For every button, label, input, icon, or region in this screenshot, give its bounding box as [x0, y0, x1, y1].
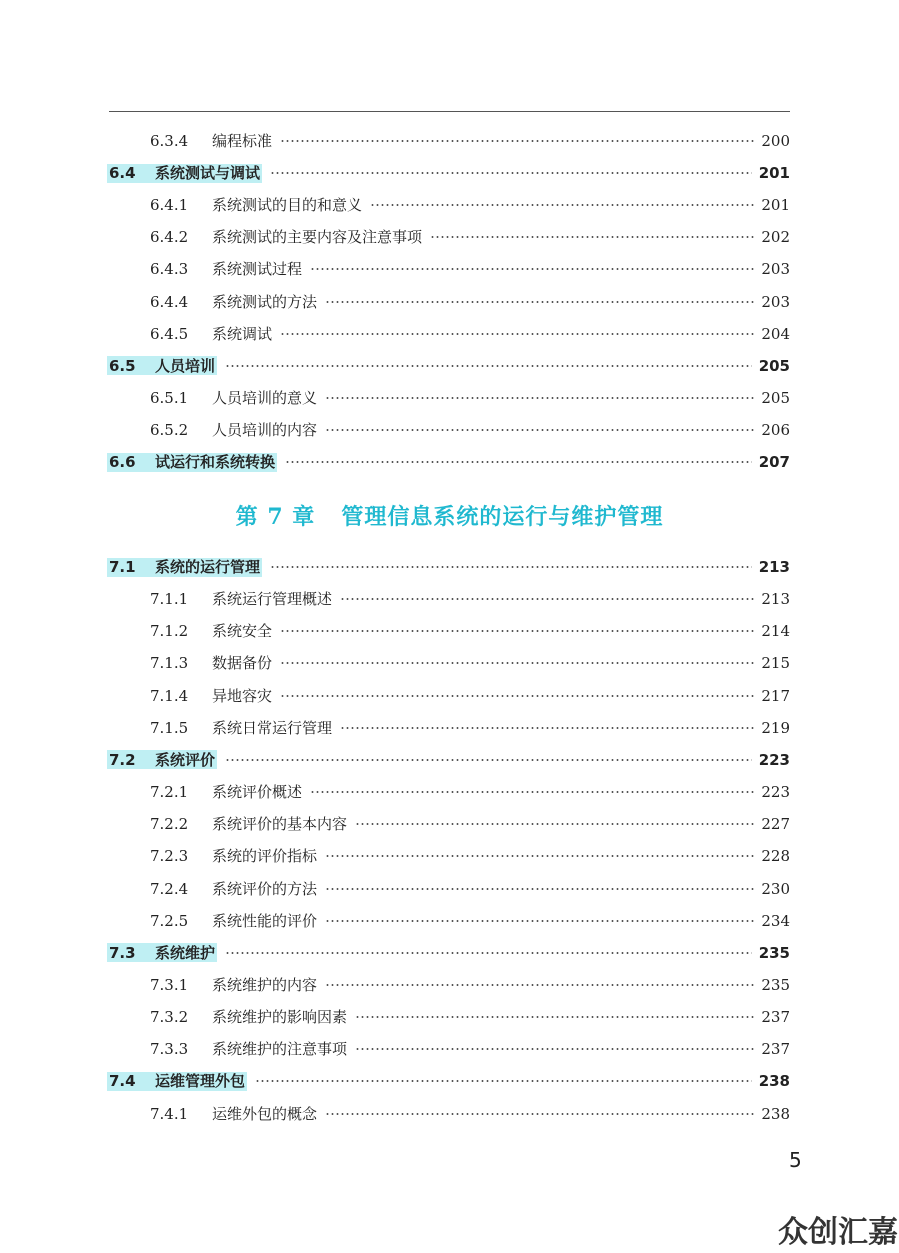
section-highlight: [107, 558, 262, 577]
toc-number: 7.4.1: [150, 1104, 189, 1123]
toc-subsection-row[interactable]: [150, 684, 790, 708]
dot-leader: [325, 920, 754, 922]
toc-title: 系统维护的影响因素: [212, 1008, 348, 1027]
toc-subsection-row[interactable]: [150, 651, 790, 675]
toc-title: 试运行和系统转换: [155, 453, 276, 471]
toc-subsection-row[interactable]: [150, 1102, 790, 1126]
toc-page-number: 230: [761, 879, 790, 898]
toc-page-number: 201: [758, 164, 790, 183]
toc-number: 7.1.2: [150, 622, 189, 641]
dot-leader: [325, 888, 754, 890]
toc-number: 7.2.5: [150, 911, 189, 930]
toc-page-number: 203: [761, 260, 790, 279]
toc-title: 系统日常运行管理: [212, 718, 333, 737]
toc-section-row[interactable]: [107, 941, 790, 965]
dot-leader: [280, 630, 754, 632]
dot-leader: [310, 791, 754, 793]
dot-leader: [325, 397, 754, 399]
toc-title: 系统调试: [212, 324, 273, 343]
toc-page-number: 213: [761, 590, 790, 609]
section-highlight: [107, 1072, 247, 1091]
dot-leader: [225, 952, 752, 954]
toc-page-number: 206: [761, 420, 790, 439]
dot-leader: [255, 1080, 752, 1082]
toc-title: 系统评价的基本内容: [212, 815, 348, 834]
section-highlight: [107, 164, 262, 183]
toc-number: 6.5.2: [150, 420, 189, 439]
toc-subsection-row[interactable]: [150, 418, 790, 442]
chapter-title: 管理信息系统的运行与维护管理: [341, 504, 664, 530]
toc-section-row[interactable]: [107, 555, 790, 579]
dot-leader: [430, 236, 754, 238]
toc-page-number: 237: [761, 1008, 790, 1027]
toc-subsection-row[interactable]: [150, 812, 790, 836]
toc-number: 6.6: [109, 453, 136, 471]
dot-leader: [280, 333, 754, 335]
toc-title: 运维管理外包: [155, 1072, 246, 1091]
toc-page-number: 204: [761, 324, 790, 343]
section-highlight: [107, 356, 217, 375]
toc-page-number: 215: [761, 654, 790, 673]
toc-page-number: 238: [758, 1072, 790, 1091]
toc-subsection-row[interactable]: [150, 322, 790, 346]
toc-number: 7.2.2: [150, 815, 189, 834]
toc-title: 系统性能的评价: [212, 911, 318, 930]
toc-section-row[interactable]: [107, 354, 790, 378]
dot-leader: [340, 727, 754, 729]
toc-title: 系统测试的方法: [212, 292, 318, 311]
toc-number: 7.1.5: [150, 718, 189, 737]
dot-leader: [355, 823, 754, 825]
section-highlight: [107, 750, 217, 769]
toc-title: 系统测试与调试: [155, 164, 261, 183]
toc-subsection-row[interactable]: [150, 290, 790, 314]
toc-page-number: 238: [761, 1104, 790, 1123]
toc-title: 数据备份: [212, 654, 273, 673]
toc-title: 系统维护: [155, 943, 216, 962]
toc-page-number: 219: [761, 718, 790, 737]
dot-leader: [325, 984, 754, 986]
toc-subsection-row[interactable]: [150, 1037, 790, 1061]
watermark-text: 众创汇嘉: [778, 1215, 898, 1250]
section-highlight: [107, 943, 217, 962]
dot-leader: [280, 695, 754, 697]
toc-page-number: 235: [761, 975, 790, 994]
dot-leader: [325, 855, 754, 857]
toc-number: 7.1: [109, 558, 136, 576]
toc-title: 人员培训的内容: [212, 420, 318, 439]
toc-subsection-row[interactable]: [150, 844, 790, 868]
toc-number: 6.4: [109, 164, 136, 183]
section-highlight: [107, 453, 277, 472]
dot-leader: [355, 1016, 754, 1018]
toc-title: 系统评价概述: [212, 783, 303, 802]
toc-page-number: 200: [761, 132, 790, 150]
toc-title: 系统测试过程: [212, 260, 303, 279]
toc-title: 系统维护的注意事项: [212, 1040, 348, 1059]
toc-page-number: 223: [758, 750, 790, 769]
toc-title: 人员培训: [155, 356, 216, 375]
toc-page-number: 214: [761, 622, 790, 641]
dot-leader: [340, 598, 754, 600]
toc-page-number: 234: [761, 911, 790, 930]
toc-title: 系统的运行管理: [155, 558, 261, 576]
toc-number: 7.4: [109, 1072, 136, 1091]
toc-subsection-row[interactable]: [150, 780, 790, 804]
dot-leader: [325, 1113, 754, 1115]
toc-page-number: 213: [758, 558, 790, 576]
dot-leader: [280, 662, 754, 664]
toc-page-number: 227: [761, 815, 790, 834]
toc-number: 6.4.4: [150, 292, 189, 311]
toc-number: 6.3.4: [150, 132, 189, 150]
dot-leader: [270, 172, 752, 174]
dot-leader: [325, 429, 754, 431]
dot-leader: [270, 566, 752, 568]
toc-title: 系统安全: [212, 622, 273, 641]
watermark-logo: [740, 1208, 899, 1252]
toc-subsection-row[interactable]: [150, 193, 790, 217]
toc-section-row[interactable]: [107, 748, 790, 772]
toc-subsection-row[interactable]: [150, 386, 790, 410]
toc-title: 系统测试的主要内容及注意事项: [212, 228, 423, 247]
toc-page-number: 205: [761, 388, 790, 407]
toc-number: 7.2.1: [150, 783, 189, 802]
toc-title: 系统评价的方法: [212, 879, 318, 898]
dot-leader: [285, 461, 752, 463]
toc-title: 系统维护的内容: [212, 975, 318, 994]
toc-section-row[interactable]: [107, 1069, 790, 1093]
toc-page-number: 202: [761, 228, 790, 247]
toc-subsection-row[interactable]: [150, 909, 790, 933]
toc-number: 6.4.3: [150, 260, 189, 279]
toc-number: 7.3.1: [150, 975, 189, 994]
toc-title: 系统运行管理概述: [212, 590, 333, 609]
toc-page-number: 205: [758, 356, 790, 375]
toc-number: 6.5: [109, 356, 136, 375]
toc-title: 人员培训的意义: [212, 388, 318, 407]
toc-number: 7.2.4: [150, 879, 189, 898]
toc-number: 7.3.3: [150, 1040, 189, 1059]
toc-title: 异地容灾: [212, 686, 273, 705]
toc-page-number: 237: [761, 1040, 790, 1059]
toc-number: 6.4.1: [150, 196, 189, 215]
toc-title: 编程标准: [212, 132, 273, 150]
toc-number: 7.1.1: [150, 590, 189, 609]
toc-subsection-row[interactable]: [150, 1005, 790, 1029]
toc-subsection-row[interactable]: [150, 716, 790, 740]
toc-title: 系统评价: [155, 750, 216, 769]
dot-leader: [225, 365, 752, 367]
toc-subsection-row[interactable]: [150, 587, 790, 611]
toc-page-number: 217: [761, 686, 790, 705]
toc-subsection-row[interactable]: [150, 877, 790, 901]
toc-subsection-row[interactable]: [150, 619, 790, 643]
toc-number: 7.2: [109, 750, 136, 769]
toc-subsection-row[interactable]: [150, 973, 790, 997]
toc-title: 运维外包的概念: [212, 1104, 318, 1123]
toc-page-number: 203: [761, 292, 790, 311]
toc-subsection-row[interactable]: [150, 129, 790, 153]
chapter-heading: [0, 500, 899, 536]
toc-page-number: 223: [761, 783, 790, 802]
toc-number: 7.2.3: [150, 847, 189, 866]
toc-title: 系统测试的目的和意义: [212, 196, 363, 215]
toc-subsection-row[interactable]: [150, 225, 790, 249]
toc-number: 6.4.5: [150, 324, 189, 343]
dot-leader: [325, 301, 754, 303]
toc-section-row[interactable]: [107, 450, 790, 474]
dot-leader: [225, 759, 752, 761]
toc-page-number: 201: [761, 196, 790, 215]
dot-leader: [370, 204, 754, 206]
toc-page-number: 207: [758, 453, 790, 471]
page-number: 5: [789, 1148, 802, 1172]
toc-section-row[interactable]: [107, 161, 790, 185]
toc-page-number: 235: [758, 943, 790, 962]
dot-leader: [310, 268, 754, 270]
toc-page-number: 228: [761, 847, 790, 866]
chapter-label: 第 7 章: [235, 504, 316, 530]
toc-number: 6.4.2: [150, 228, 189, 247]
toc-number: 7.1.3: [150, 654, 189, 673]
toc-number: 7.3.2: [150, 1008, 189, 1027]
toc-title: 系统的评价指标: [212, 847, 318, 866]
toc-number: 7.1.4: [150, 686, 189, 705]
toc-number: 7.3: [109, 943, 136, 962]
toc-number: 6.5.1: [150, 388, 189, 407]
toc-subsection-row[interactable]: [150, 257, 790, 281]
dot-leader: [355, 1048, 754, 1050]
dot-leader: [280, 140, 754, 142]
